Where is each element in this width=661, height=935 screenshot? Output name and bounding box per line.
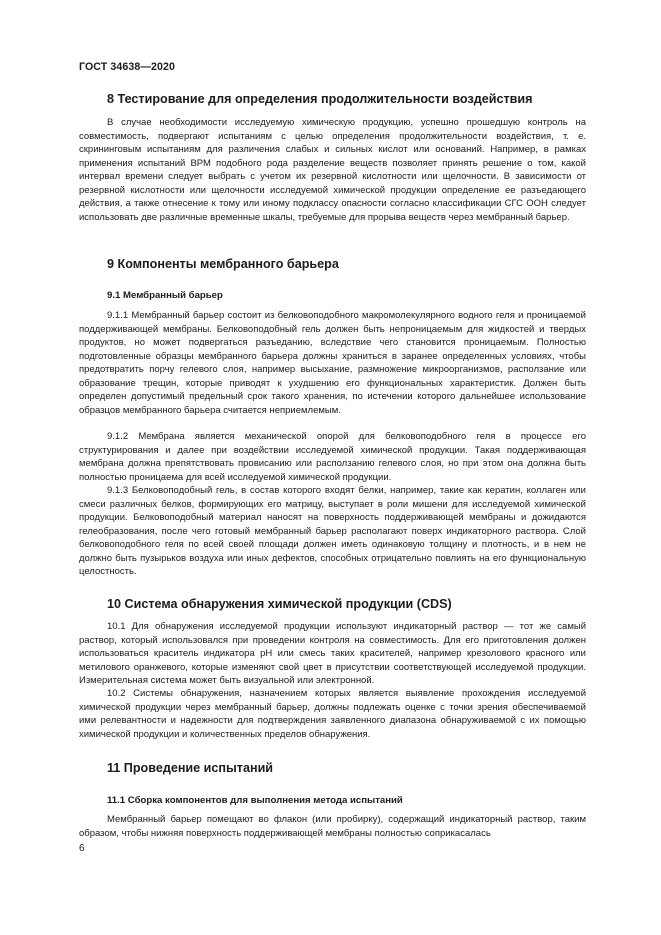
section-10-heading: 10 Система обнаружения химической продукции (CDS)	[107, 597, 452, 611]
subsection-11-1-heading: 11.1 Сборка компонентов для выполнения метода испытаний	[107, 795, 403, 806]
page-number: 6	[79, 843, 85, 854]
document-header: ГОСТ 34638—2020	[79, 61, 176, 73]
paragraph-9-1-2: 9.1.2 Мембрана является механической опорой для белковоподобного геля в процессе его структурирования и далее при воздействии исследуемой химической продукции. Такая поддерживающая мембрана должна препятствовать провисанию или расползанию гелевого слоя, но при этом она должна быть полностью проницаема для всей исследуемой химической продукции.	[79, 431, 586, 483]
paragraph-9-1-3: 9.1.3 Белковоподобный гель, в состав которого входят белки, например, такие как кератин, коллаген или смеси различных белков, формирующих его матрицу, выступает в роли мишени для исследуемой химической продукции. Белковоподобный материал наносят на поверхность поддерживающей мембраны и дожидаются гелеобразования, после чего готовый мембранный барьер располагают поверх индикаторного раствора. Слой белковоподобного геля по всей своей площади должен иметь одинаковую толщину и плотность, и в нем не должно быть пузырьков воздуха или иных дефектов, способных отрицательно повлиять на его функциональную целостность.	[79, 485, 586, 577]
subsection-9-1-heading: 9.1 Мембранный барьер	[107, 290, 223, 301]
section-8-paragraph: В случае необходимости исследуемую химическую продукцию, успешно прошедшую контроль на совместимость, подвергают испытаниям с целью определения продолжительности воздействия, т. е. скрининговым испытаниям для различения слабых и сильных кислот или оснований. Например, в рамках применения испытаний ВРМ подобного рода разделение веществ позволяет принять решение о том, какой интервал времени следует выбрать с учетом их резервной кислотности или щелочности. В зависимости от резервной кислотности или щелочности исследуемой химической продукции определение ее разъедающего действия, а также отнесение к тому или иному подклассу опасности согласно классификации СГС ООН следует использовать две различные временные шкалы, требуемые для прорыва веществ через мембранный барьер.	[79, 117, 586, 223]
paragraph-9-1-1: 9.1.1 Мембранный барьер состоит из белковоподобного макромолекулярного водного геля и проницаемой поддерживающей мембраны. Белковоподобный гель должен быть непроницаемым для жидкостей и твердых продуктов, но может подвергаться разъеданию, вследствие чего становится проницаемым. Полностью подготовленные образцы мембранного барьера должны храниться в заранее определенных условиях, чтобы предотвратить порчу гелевого слоя, например высыхание, размножение микроорганизмов, расползание или образование трещин, которые приводят к ухудшению его функциональных характеристик. Должен быть определен допустимый предельный срок такого хранения, по истечении которого дальнейшее использование образцов мембранного барьера считается неприемлемым.	[79, 310, 586, 416]
section-9-heading: 9 Компоненты мембранного барьера	[107, 257, 339, 271]
paragraph-10-1: 10.1 Для обнаружения исследуемой продукции используют индикаторный раствор — тот же самый раствор, который использовался при проведении контроля на совместимость. Для его приготовления должен использоваться краситель индикатора pH или смесь таких красителей, например крезолового красного или метилового оранжевого, которые изменяют свой цвет в присутствии соответствующей исследуемой продукции. Измерительная система может быть визуальной или электронной.	[79, 621, 586, 686]
paragraph-10-2: 10.2 Системы обнаружения, назначением которых является выявление прохождения исследуемой химической продукции через мембранный барьер, должны подлежать оценке с точки зрения обеспечиваемой ими релевантности и надежности для подтверждения заявленного диапазона обнаруживаемой с их помощью химической продукции и количественных пределов обнаружения.	[79, 688, 586, 740]
section-11-heading: 11 Проведение испытаний	[107, 761, 274, 775]
paragraph-11-1: Мембранный барьер помещают во флакон (или пробирку), содержащий индикаторный раствор, таким образом, чтобы нижняя поверхность поддерживающей мембраны полностью соприкасалась	[79, 814, 586, 839]
section-8-heading: 8 Тестирование для определения продолжительности воздействия	[107, 92, 533, 106]
